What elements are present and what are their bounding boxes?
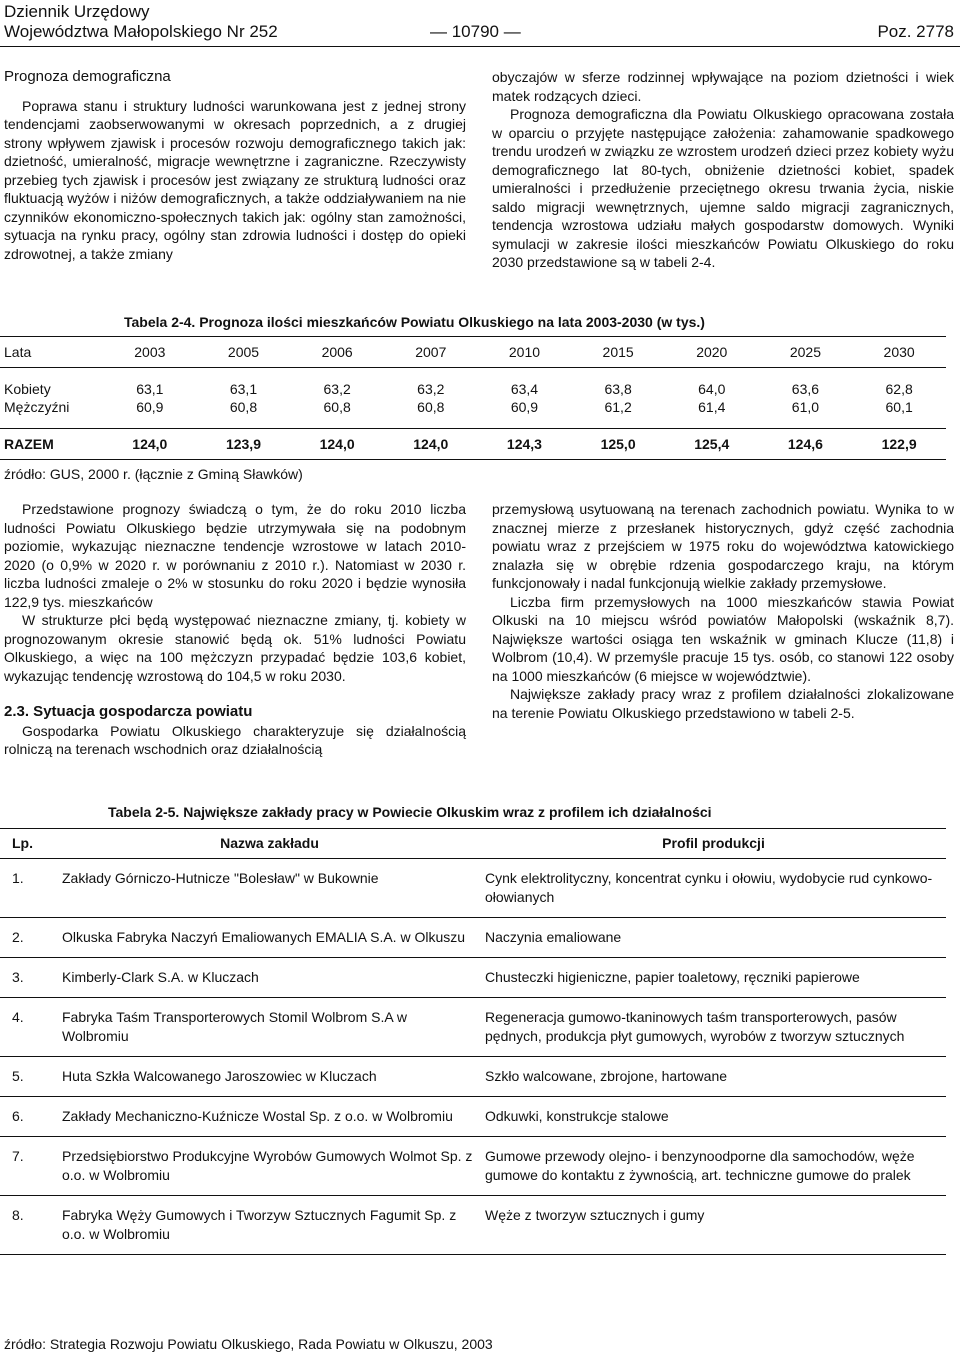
section-heading: Prognoza demograficzna — [4, 68, 171, 85]
section-heading: 2.3. Sytuacja gospodarcza powiatu — [4, 703, 253, 720]
journal-issue: Województwa Małopolskiego Nr 252 — [4, 22, 278, 41]
table-cell: Zakłady Mechaniczno-Kuźnicze Wostal Sp. z o.o. w Wolbromiu — [58, 1097, 481, 1137]
table-cell: 63,8 — [604, 381, 632, 397]
table-total-row — [0, 429, 946, 460]
table-row — [0, 1196, 946, 1255]
table-header-cell: 2006 — [290, 337, 384, 368]
table-cell: 60,8 — [384, 398, 478, 429]
table-cell: RAZEM — [0, 429, 103, 460]
table-cell: 7. — [0, 1137, 58, 1196]
table-cell: 60,8 — [197, 398, 291, 429]
table-cell: 61,4 — [665, 398, 759, 429]
paragraph: przemysłową usytuowaną na terenach zachodnich powiatu. Wynika to w znacznej mierze z przesłanek historycznych, gdyż część zachodnia powiatu wraz z przejściem w 1975 roku do województwa katowickiego znalazła się w obrębie rdzenia gospodarczego kraju, na którym funkcjonowały i nadal funkcjonują wielkie zakłady przemysłowe. — [492, 501, 954, 591]
table-cell: 61,0 — [759, 398, 853, 429]
largest-employers-table — [0, 828, 946, 1255]
table-row — [0, 368, 946, 399]
table-cell: 8. — [0, 1196, 58, 1255]
table-cell: 63,2 — [417, 381, 445, 397]
table-caption: Tabela 2-5. Największe zakłady pracy w Powiecie Olkuskim wraz z profilem ich działalności — [108, 804, 712, 820]
paragraph: Poprawa stanu i struktury ludności warunkowana jest z jednej strony tendencjami zaobserwowanymi w okresach poprzednich, a z drugiej strony wpływem zjawisk i procesów rozwoju demograficznego takich jak: dzietność, umieralność, migracje wewnętrzne i zagraniczne. Rzeczywisty przebieg tych zjawisk i procesów jest związany ze strukturą ludności oraz fluktuacją wyżów i niżów demograficznych, a także oddziaływaniem na nie czynników ekonomiczno-społecznych takich jak: ogólny stan zamożności, sytuacja na rynku pracy, ogólny stan zdrowia ludności i dostęp do opieki zdrowotnej, a także zmiany — [4, 97, 466, 262]
column-right-top — [492, 68, 954, 272]
position-number: Poz. 2778 — [877, 22, 954, 41]
table-header-cell: 2005 — [197, 337, 291, 368]
table-cell: Mężczyźni — [0, 398, 103, 429]
table-cell: 124,6 — [759, 429, 853, 460]
table-cell: 124,3 — [478, 429, 572, 460]
table-header-cell: Lata — [0, 337, 103, 368]
table-cell: 125,0 — [571, 429, 665, 460]
paragraph: obyczajów w sferze rodzinnej wpływające na poziom dzietności i wiek matek rodzących dzieci. — [492, 69, 954, 104]
table-caption: Tabela 2-4. Prognoza ilości mieszkańców Powiatu Olkuskiego na lata 2003-2030 (w tys.) — [124, 314, 705, 330]
table-row — [0, 1137, 946, 1196]
table-cell: 63,1 — [136, 381, 164, 397]
table-cell: 122,9 — [852, 429, 946, 460]
table-cell: 124,0 — [384, 429, 478, 460]
page-number: — 10790 — — [430, 22, 521, 41]
table-row — [0, 1097, 946, 1137]
column-left-mid — [4, 500, 466, 759]
paragraph: Gospodarka Powiatu Olkuskiego charakteryzuje się działalnością rolniczą na terenach wschodnich oraz działalnością — [4, 722, 466, 757]
table-cell: 125,4 — [665, 429, 759, 460]
table-row — [0, 859, 946, 918]
paragraph: Prognoza demograficzna dla Powiatu Olkuskiego opracowana została w oparciu o przyjęte następujące założenia: zahamowanie spadkowego trendu urodzeń w związku ze wzrostem urodzeń dzieci przez kobiety wyżu demograficznego lat 80-tych, obniżenie dzietności kobiet, spadek umieralności i przedłużenie przeciętnego okresu trwania życia, niskie saldo migracji wewnętrznych, ujemne saldo migracji zagranicznych, tendencja wzrostowa udziału małych gospodarstw domowych. Wyniki symulacji w zakresie ilości mieszkańców Powiatu Olkuskiego do roku 2030 przedstawione są w tabeli 2-4. — [492, 106, 954, 270]
table-cell: 60,8 — [290, 398, 384, 429]
table-cell: 63,4 — [510, 381, 539, 397]
table-cell: Olkuska Fabryka Naczyń Emaliowanych EMALIA S.A. w Olkuszu — [58, 918, 481, 958]
table-cell: 61,2 — [571, 398, 665, 429]
table-header-cell: 2015 — [571, 337, 665, 368]
table-cell: Fabryka Taśm Transporterowych Stomil Wolbrom S.A w Wolbromiu — [58, 998, 481, 1057]
table-cell: Cynk elektrolityczny, koncentrat cynku i ołowiu, wydobycie rud cynkowo-ołowianych — [481, 859, 946, 918]
table-cell: Huta Szkła Walcowanego Jaroszowiec w Kluczach — [58, 1057, 481, 1097]
table-cell: 1. — [0, 859, 58, 918]
table-cell: Kobiety — [4, 381, 51, 397]
table-cell: Fabryka Węży Gumowych i Tworzyw Sztucznych Fagumit Sp. z o.o. w Wolbromiu — [58, 1196, 481, 1255]
table-cell: 60,9 — [478, 398, 572, 429]
population-forecast-table — [0, 336, 946, 460]
table-cell: 2. — [0, 918, 58, 958]
table-cell: Odkuwki, konstrukcje stalowe — [481, 1097, 946, 1137]
table-cell: 63,1 — [229, 381, 258, 397]
paragraph: W strukturze płci będą występować nieznaczne zmiany, tj. kobiety w prognozowanym okresie stanowić będą ok. 51% ludności Powiatu Olkuskiego, a więc na 100 mężczyzn przypadać będzie 103,6 kobiet, wykazując tendencję wzrostową do 104,5 w roku 2030. — [4, 612, 466, 684]
paragraph: Przedstawione prognozy świadczą o tym, że do roku 2010 liczba ludności Powiatu Olkuskiego będzie utrzymywała się na podobnym poziomie, wykazując nieznaczne tendencje wzrostowe w latach 2010-2020 (o 0,9% w 2020 r. w porównaniu z 2010 r.). Natomiast w 2030 r. liczba ludności zmaleje o 2% w stosunku do roku 2020 i będzie wynosiła 122,9 tys. mieszkańców — [4, 501, 466, 610]
table-cell: Regeneracja gumowo-tkaninowych taśm transporterowych, pasów pędnych, produkcja płyt gumowych, wyrobów z tworzyw sztucznych — [481, 998, 946, 1057]
table-source: źródło: GUS, 2000 r. (łącznie z Gminą Sławków) — [4, 466, 303, 482]
table-cell: 3. — [0, 958, 58, 998]
table-cell: Naczynia emaliowane — [481, 918, 946, 958]
table-cell: Szkło walcowane, zbrojone, hartowane — [481, 1057, 946, 1097]
table-row — [0, 998, 946, 1057]
table-header-cell: 2007 — [384, 337, 478, 368]
column-right-mid — [492, 500, 954, 722]
table-cell: 6. — [0, 1097, 58, 1137]
table-cell: 62,8 — [885, 381, 913, 397]
table-cell: Przedsiębiorstwo Produkcyjne Wyrobów Gumowych Wolmot Sp. z o.o. w Wolbromiu — [58, 1137, 481, 1196]
table-header-cell: 2020 — [665, 337, 759, 368]
paragraph: Liczba firm przemysłowych na 1000 mieszkańców stawia Powiat Olkuski na 10 miejscu wśród powiatów Małopolski (wskaźnik 8,7). Największe wartości osiąga ten wskaźnik w gminach Klucze (11,8) i Wolbrom (10,4). W przemyśle pracuje 15 tys. osób, co stanowi 122 osoby na 1000 mieszkańców (6 miejsce w województwie). — [492, 593, 954, 684]
table-header-cell: 2025 — [759, 337, 853, 368]
table-row — [0, 398, 946, 429]
table-source: źródło: Strategia Rozwoju Powiatu Olkuskiego, Rada Powiatu w Olkuszu, 2003 — [4, 1336, 493, 1352]
table-cell: Kimberly-Clark S.A. w Kluczach — [58, 958, 481, 998]
table-header-cell: 2010 — [478, 337, 572, 368]
table-header-row — [0, 829, 946, 859]
table-cell: Gumowe przewody olejno- i benzynoodporne dla samochodów, węże gumowe do kontaktu z żywnością, art. techniczne gumowe do pralek — [481, 1137, 946, 1196]
table-cell: 4. — [0, 998, 58, 1057]
table-cell: Węże z tworzyw sztucznych i gumy — [481, 1196, 946, 1255]
table-cell: 5. — [0, 1057, 58, 1097]
table-cell: 124,0 — [103, 429, 197, 460]
table-row — [0, 958, 946, 998]
table-header-cell: Lp. — [0, 829, 58, 859]
paragraph: Największe zakłady pracy wraz z profilem działalności zlokalizowane na terenie Powiatu Olkuskiego przedstawiono w tabeli 2-5. — [492, 686, 954, 721]
column-left-top — [4, 68, 466, 263]
table-row — [0, 1057, 946, 1097]
table-cell: 124,0 — [290, 429, 384, 460]
table-cell: 64,0 — [698, 381, 726, 397]
table-header-cell: Profil produkcji — [481, 829, 946, 859]
table-header-cell: 2003 — [103, 337, 197, 368]
table-cell: 123,9 — [197, 429, 291, 460]
table-cell: 60,1 — [852, 398, 946, 429]
journal-title: Dziennik Urzędowy — [4, 2, 150, 21]
table-header-row — [0, 337, 946, 368]
table-cell: 60,9 — [103, 398, 197, 429]
table-cell: Zakłady Górniczo-Hutnicze "Bolesław" w Bukownie — [58, 859, 481, 918]
table-cell: 63,2 — [323, 381, 351, 397]
table-cell: Chusteczki higieniczne, papier toaletowy, ręczniki papierowe — [481, 958, 946, 998]
header-divider — [0, 46, 960, 47]
table-header-cell: Nazwa zakładu — [58, 829, 481, 859]
table-header-cell: 2030 — [852, 337, 946, 368]
table-cell: 63,6 — [791, 381, 820, 397]
table-row — [0, 918, 946, 958]
